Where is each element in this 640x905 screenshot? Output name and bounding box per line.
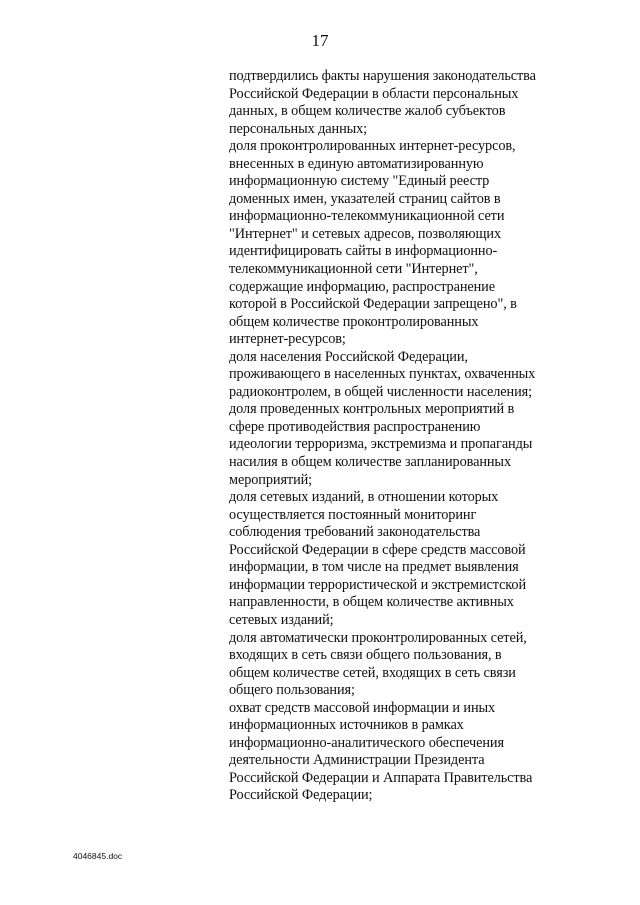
text-line: которой в Российской Федерации запрещено", в: [229, 296, 517, 313]
text-line: деятельности Администрации Президента: [229, 752, 485, 769]
text-line: информации террористической и экстремистской: [229, 576, 527, 593]
text-line: сетевых изданий;: [229, 611, 334, 628]
text-line: телекоммуникационной сети "Интернет",: [229, 261, 478, 278]
text-line: Российской Федерации;: [229, 787, 373, 804]
text-line: Российской Федерации и Аппарата Правительства: [229, 769, 533, 786]
text-line: общем количестве сетей, входящих в сеть связи: [229, 664, 516, 681]
text-line: доля проведенных контрольных мероприятий в: [229, 401, 515, 418]
text-line: радиоконтролем, в общей численности населения;: [229, 383, 533, 400]
text-line: информации, в том числе на предмет выявления: [229, 559, 519, 576]
text-line: Российской Федерации в сфере средств массовой: [229, 541, 526, 558]
text-line: направленности, в общем количестве активных: [229, 594, 514, 611]
document-body: [229, 68, 569, 805]
text-line: "Интернет" и сетевых адресов, позволяющих: [229, 225, 501, 242]
text-line: мероприятий;: [229, 471, 313, 488]
text-line: подтвердились факты нарушения законодательства: [229, 68, 536, 84]
text-line: данных, в общем количестве жалоб субъектов: [229, 103, 506, 120]
text-line: доля населения Российской Федерации,: [229, 348, 468, 365]
text-line: идеологии терроризма, экстремизма и пропаганды: [229, 436, 533, 453]
text-line: информационных источников в рамках: [229, 717, 464, 734]
text-line: интернет-ресурсов;: [229, 331, 346, 348]
text-line: персональных данных;: [229, 120, 368, 137]
text-line: доля проконтролированных интернет-ресурсов,: [229, 138, 516, 155]
text-line: доменных имен, указателей страниц сайтов в: [229, 190, 501, 207]
text-line: насилия в общем количестве запланированных: [229, 454, 511, 471]
text-line: внесенных в единую автоматизированную: [229, 155, 484, 172]
text-line: доля автоматически проконтролированных сетей,: [229, 629, 527, 646]
text-line: общем количестве проконтролированных: [229, 313, 479, 330]
text-line: охват средств массовой информации и иных: [229, 699, 496, 716]
text-line: соблюдения требований законодательства: [229, 524, 481, 541]
text-line: информационно-телекоммуникационной сети: [229, 208, 505, 225]
page-number: 17: [311, 31, 329, 50]
text-line: общего пользования;: [229, 682, 355, 699]
text-line: сфере противодействия распространению: [229, 418, 481, 435]
text-line: информационно-аналитического обеспечения: [229, 734, 504, 751]
text-line: проживающего в населенных пунктах, охваченных: [229, 366, 536, 383]
text-line: Российской Федерации в области персональных: [229, 85, 519, 102]
text-line: информационную систему "Единый реестр: [229, 173, 490, 190]
text-line: доля сетевых изданий, в отношении которых: [229, 489, 499, 506]
text-line: входящих в сеть связи общего пользования, в: [229, 647, 502, 664]
footer-filename: 4046845.doc: [73, 851, 123, 861]
text-line: содержащие информацию, распространение: [229, 278, 495, 295]
text-line: идентифицировать сайты в информационно-: [229, 243, 498, 260]
text-line: осуществляется постоянный мониторинг: [229, 506, 477, 523]
